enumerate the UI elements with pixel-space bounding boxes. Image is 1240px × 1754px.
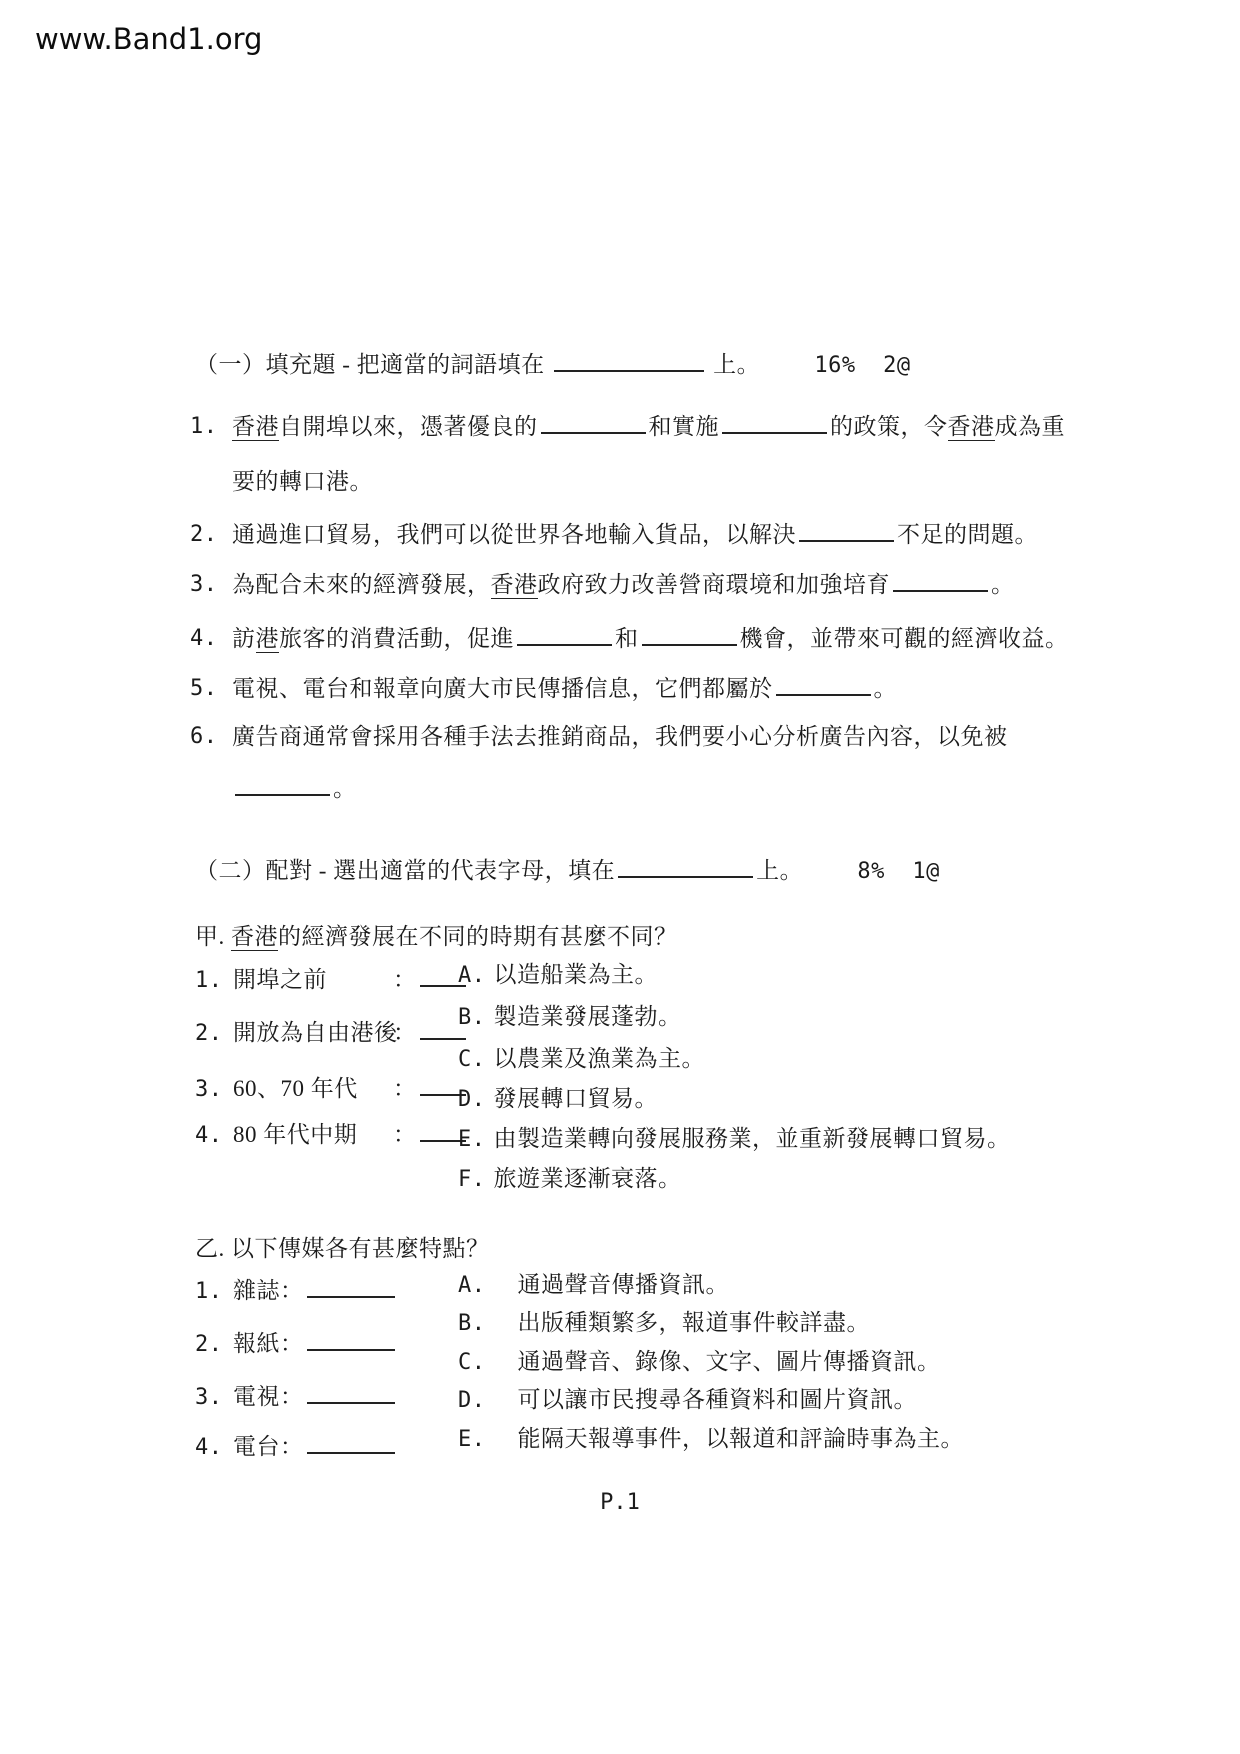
answer-blank xyxy=(307,1275,395,1298)
option-text: 由製造業轉向發展服務業，並重新發展轉口貿易。 xyxy=(493,1126,1011,1151)
option-letter: E. xyxy=(458,1427,486,1452)
question-text: 香港自開埠以來，憑著優良的 和實施 的政策，令香港成為重 xyxy=(232,410,1065,443)
question-number: 4. xyxy=(190,626,218,651)
underlined-term: 香港 xyxy=(490,572,538,597)
fill-question-3 xyxy=(190,568,1015,601)
match-a-item-4 xyxy=(195,1118,469,1152)
question-text: 。 xyxy=(232,772,357,805)
option-text: 通過聲音、錄像、文字、圖片傳播資訊。 xyxy=(517,1349,941,1374)
blank-line xyxy=(554,349,704,372)
option-text: 製造業發展蓬勃。 xyxy=(493,1004,682,1029)
match-a-item-3 xyxy=(195,1072,469,1106)
item-number: 3. xyxy=(195,1385,223,1410)
match-a-option-C xyxy=(458,1042,705,1076)
item-label: 報紙 xyxy=(233,1331,280,1356)
item-number: 1. xyxy=(195,1279,223,1304)
item-number: 2. xyxy=(195,1332,223,1357)
fill-question-1-cont xyxy=(190,465,373,498)
item-number: 2. xyxy=(195,1021,223,1046)
item-label: 雜誌 xyxy=(233,1278,280,1303)
section-match-score: 8% 1@ xyxy=(857,859,940,884)
item-colon: ： xyxy=(393,1076,417,1101)
question-text: 廣告商通常會採用各種手法去推銷商品，我們要小心分析廣告內容，以免被 xyxy=(232,724,1008,749)
item-colon: ： xyxy=(280,1278,304,1303)
match-a-option-D xyxy=(458,1082,658,1116)
option-text: 旅遊業逐漸衰落。 xyxy=(493,1166,682,1191)
underlined-term: 港 xyxy=(255,626,279,651)
blank-line xyxy=(517,623,612,646)
question-number: 1. xyxy=(190,414,218,439)
fill-question-4 xyxy=(190,622,1069,655)
item-colon: ： xyxy=(280,1331,304,1356)
question-number: 2. xyxy=(190,522,218,547)
option-text: 通過聲音傳播資訊。 xyxy=(517,1272,729,1297)
blank-line xyxy=(799,519,894,542)
answer-blank xyxy=(307,1431,395,1454)
blank-line xyxy=(618,855,753,878)
match-a-heading: 甲. 香港的經濟發展在不同的時期有甚麼不同？ xyxy=(195,924,678,949)
underlined-term: 香港 xyxy=(232,414,279,439)
blank-line xyxy=(642,623,737,646)
blank-line xyxy=(893,569,988,592)
fill-question-2 xyxy=(190,518,1038,551)
item-number: 4. xyxy=(195,1123,223,1148)
question-number-spacer xyxy=(190,465,232,498)
question-text: 訪港旅客的消費活動，促進 和 機會，並帶來可觀的經濟收益。 xyxy=(232,622,1069,655)
question-number: 6. xyxy=(190,724,218,749)
underlined-term: 香港 xyxy=(947,414,995,439)
option-letter: E. xyxy=(458,1127,486,1152)
fill-question-1 xyxy=(190,410,1065,443)
item-label: 60、70 年代 xyxy=(233,1076,358,1101)
match-b-item-4 xyxy=(195,1430,398,1464)
question-number: 3. xyxy=(190,572,218,597)
option-letter: C. xyxy=(458,1047,486,1072)
item-label: 電台 xyxy=(233,1434,280,1459)
match-b-option-B xyxy=(458,1306,870,1340)
item-number: 4. xyxy=(195,1435,223,1460)
item-colon: ： xyxy=(393,1020,417,1045)
blank-line xyxy=(541,411,646,434)
item-label: 開放為自由港後 xyxy=(233,1020,398,1045)
option-letter: D. xyxy=(458,1388,486,1413)
question-number-spacer xyxy=(190,772,232,805)
match-b-item-3 xyxy=(195,1380,398,1414)
match-a-item-1 xyxy=(195,963,469,997)
fill-question-6-cont xyxy=(190,772,357,805)
answer-blank xyxy=(307,1381,395,1404)
option-text: 發展轉口貿易。 xyxy=(493,1086,658,1111)
fill-question-5 xyxy=(190,672,897,705)
question-text: 為配合未來的經濟發展，香港政府致力改善營商環境和加強培育 。 xyxy=(232,568,1015,601)
section-fill-title-text: （一）填充題 - 把適當的詞語填在 上。 xyxy=(195,352,760,377)
option-text: 出版種類繁多，報道事件較詳盡。 xyxy=(517,1310,870,1335)
option-letter: D. xyxy=(458,1087,486,1112)
item-number: 3. xyxy=(195,1077,223,1102)
match-b-item-2 xyxy=(195,1327,398,1361)
option-letter: B. xyxy=(458,1311,486,1336)
option-letter: A. xyxy=(458,963,486,988)
match-a-option-F xyxy=(458,1162,682,1196)
match-b-option-E xyxy=(458,1422,964,1456)
underlined-term: 香港 xyxy=(231,924,278,949)
section-match-title-text: （二）配對 - 選出適當的代表字母，填在 上。 xyxy=(195,858,803,883)
item-colon: ： xyxy=(393,967,417,992)
question-number: 5. xyxy=(190,676,218,701)
match-a-option-A xyxy=(458,958,658,992)
option-text: 以農業及漁業為主。 xyxy=(493,1046,705,1071)
section-fill-score: 16% 2@ xyxy=(814,353,911,378)
item-colon: ： xyxy=(280,1384,304,1409)
option-text: 可以讓市民搜尋各種資料和圖片資訊。 xyxy=(517,1387,917,1412)
item-colon: ： xyxy=(280,1434,304,1459)
item-colon: ： xyxy=(393,1122,417,1147)
section-match-title xyxy=(195,854,940,888)
option-letter: F. xyxy=(458,1167,486,1192)
option-letter: B. xyxy=(458,1005,486,1030)
option-letter: A. xyxy=(458,1273,486,1298)
site-watermark: www.Band1.org xyxy=(35,22,263,56)
page-number: P.1 xyxy=(600,1490,640,1515)
match-b-heading: 乙. 以下傳媒各有甚麼特點？ xyxy=(195,1236,490,1261)
match-a-option-B xyxy=(458,1000,682,1034)
option-text: 以造船業為主。 xyxy=(493,962,658,987)
match-a-item-2 xyxy=(195,1016,469,1050)
answer-blank xyxy=(307,1328,395,1351)
match-b-option-A xyxy=(458,1268,729,1302)
match-a-option-E xyxy=(458,1122,1011,1156)
section-fill-title xyxy=(195,348,911,382)
item-label: 電視 xyxy=(233,1384,280,1409)
item-number: 1. xyxy=(195,968,223,993)
blank-line xyxy=(722,411,827,434)
item-label: 80 年代中期 xyxy=(233,1122,358,1147)
match-b-item-1 xyxy=(195,1274,398,1308)
fill-question-6 xyxy=(190,720,1008,753)
blank-line xyxy=(235,773,330,796)
match-b-option-D xyxy=(458,1383,917,1417)
blank-line xyxy=(776,673,871,696)
option-text: 能隔天報導事件，以報道和評論時事為主。 xyxy=(517,1426,964,1451)
item-label: 開埠之前 xyxy=(233,967,327,992)
question-text: 通過進口貿易，我們可以從世界各地輸入貨品，以解決 不足的問題。 xyxy=(232,518,1038,551)
match-b-option-C xyxy=(458,1345,941,1379)
option-letter: C. xyxy=(458,1350,486,1375)
question-text: 電視、電台和報章向廣大市民傳播信息，它們都屬於 。 xyxy=(232,672,897,705)
question-text: 要的轉口港。 xyxy=(232,469,373,494)
